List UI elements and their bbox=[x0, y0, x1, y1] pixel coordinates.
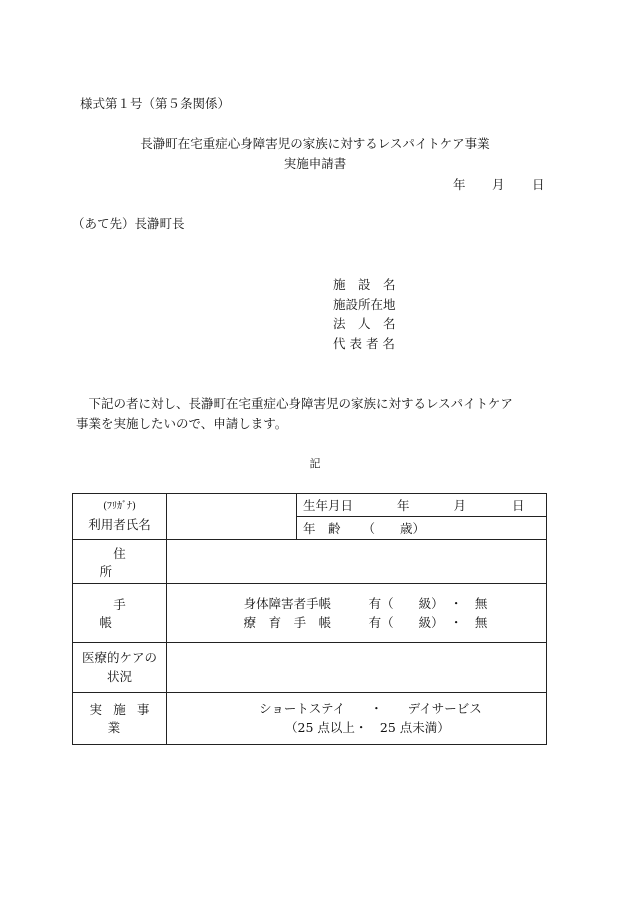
address-label-cell bbox=[73, 540, 167, 584]
service-value[interactable] bbox=[167, 692, 547, 744]
notebook-label: 手帳 bbox=[99, 596, 154, 630]
physical-disability-notebook: 身体障害者手帳 有（ 級） ・ 無 bbox=[243, 595, 488, 611]
medical-care-label-2: 状況 bbox=[106, 669, 132, 685]
title-line-2: 実施申請書 bbox=[283, 156, 347, 171]
user-name-label-cell bbox=[73, 494, 167, 540]
form-number: 様式第１号（第５条関係） bbox=[80, 96, 231, 111]
user-name-label: 利用者氏名 bbox=[88, 516, 151, 532]
ki-note: 記 bbox=[309, 457, 321, 470]
facility-address-label: 施設所在地 bbox=[333, 296, 396, 312]
birth-day: 日 bbox=[512, 498, 525, 514]
birth-month: 月 bbox=[453, 498, 467, 514]
medical-care-label-1: 医療的ケアの bbox=[81, 649, 157, 665]
service-score-options: （25 点以上・ 25 点未満） bbox=[285, 720, 450, 736]
age-unit: （ 歳） bbox=[362, 521, 426, 537]
notebook-value[interactable] bbox=[167, 584, 547, 642]
address-label: 住所 bbox=[99, 545, 154, 579]
birth-year: 年 bbox=[397, 498, 410, 514]
service-label-cell bbox=[73, 692, 167, 744]
birth-date-label: 生年月日 bbox=[303, 498, 354, 514]
representative-label: 代 表 者 名 bbox=[333, 335, 395, 351]
title-line-1: 長瀞町在宅重症心身障害児の家族に対するレスパイトケア事業 bbox=[140, 136, 490, 151]
birth-date-cell[interactable] bbox=[297, 494, 547, 517]
service-options: ショートステイ ・ デイサービス bbox=[259, 700, 482, 716]
date-year: 年 bbox=[453, 177, 466, 192]
application-table bbox=[72, 493, 547, 745]
user-name-value[interactable] bbox=[167, 494, 297, 540]
medical-care-label-cell bbox=[73, 642, 167, 692]
furigana-label: (ﾌﾘｶﾞﾅ) bbox=[103, 501, 136, 513]
facility-name-label: 施 設 名 bbox=[333, 277, 396, 292]
corporation-name-label: 法 人 名 bbox=[333, 316, 396, 331]
addressee: （あて先）長瀞町長 bbox=[72, 216, 185, 231]
age-label: 年 齢 bbox=[303, 521, 341, 537]
medical-care-value[interactable] bbox=[167, 642, 547, 692]
notebook-label-cell bbox=[73, 584, 167, 642]
body-text-line-2: 事業を実施したいので、申請します。 bbox=[76, 416, 288, 431]
address-value[interactable] bbox=[167, 540, 547, 584]
applicant-block bbox=[333, 275, 396, 353]
body-text-line-1: 下記の者に対し、長瀞町在宅重症心身障害児の家族に対するレスパイトケア bbox=[76, 396, 513, 411]
age-cell[interactable] bbox=[297, 517, 547, 540]
service-label: 実施事業 bbox=[89, 702, 161, 736]
date-month: 月 bbox=[492, 177, 505, 192]
rehabilitation-notebook: 療 育 手 帳 有（ 級） ・ 無 bbox=[243, 614, 488, 630]
date-day: 日 bbox=[532, 177, 545, 192]
